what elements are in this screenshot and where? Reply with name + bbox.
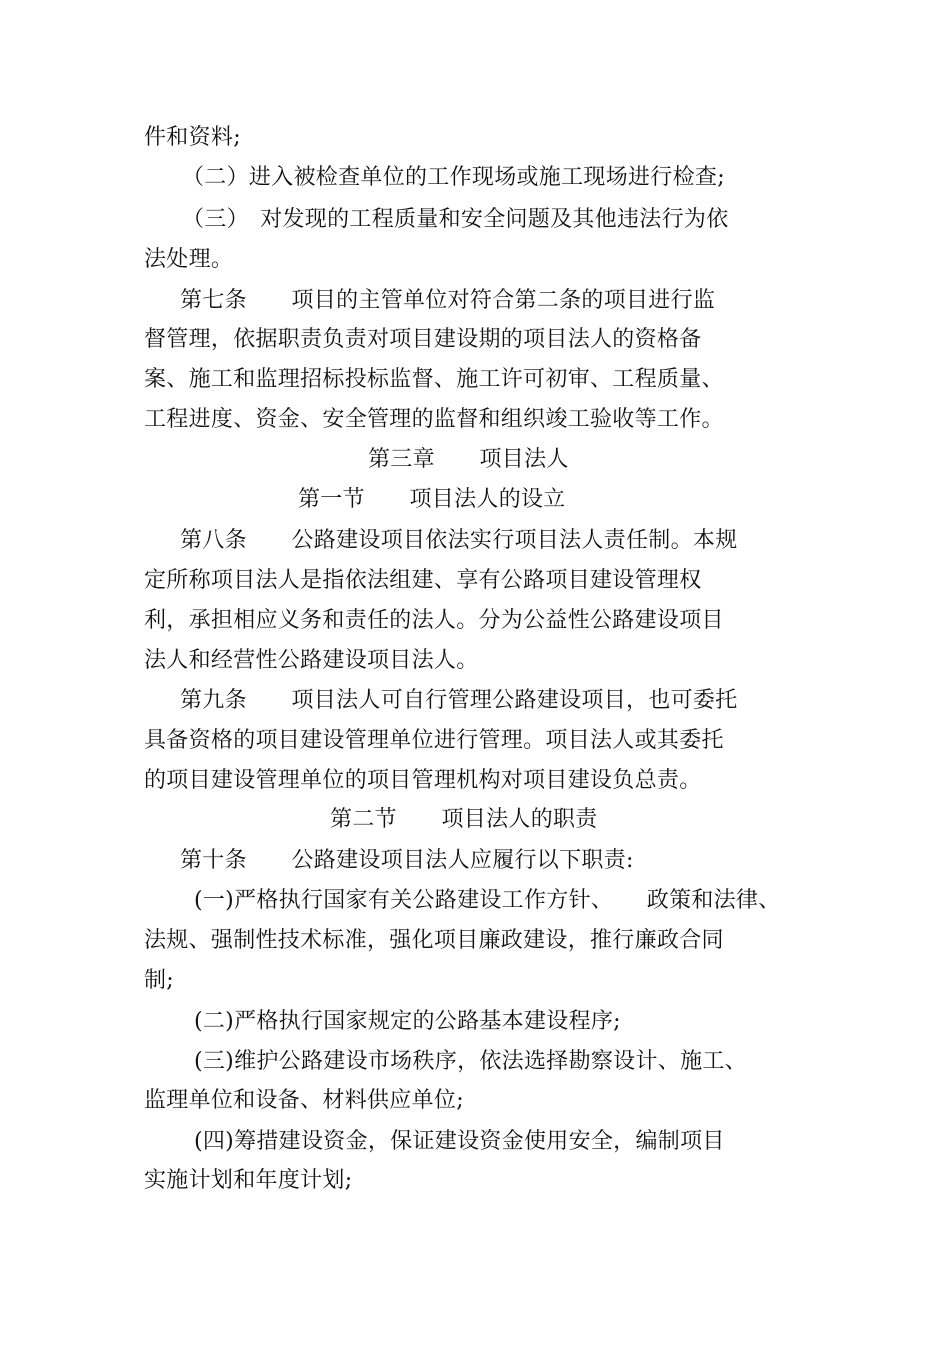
list-item-3: （三） 对发现的工程质量和安全问题及其他违法行为依: [182, 207, 729, 232]
text-line: 件和资料;: [144, 125, 241, 150]
list-item-3: (三)维护公路建设市场秩序，依法选择勘察设计、施工、: [194, 1049, 747, 1074]
article-10: 第十条 公路建设项目法人应履行以下职责:: [180, 848, 634, 873]
article-7: 第七条 项目的主管单位对符合第二条的项目进行监: [180, 288, 716, 313]
text-line: 督管理，依据职责负责对项目建设期的项目法人的资格备: [144, 327, 702, 352]
text-line: 工程进度、资金、安全管理的监督和组织竣工验收等工作。: [144, 407, 724, 432]
text-line: 案、施工和监理招标投标监督、施工许可初审、工程质量、: [144, 367, 724, 392]
text-line: 具备资格的项目建设管理单位进行管理。项目法人或其委托: [144, 728, 724, 753]
section-heading: 第二节 项目法人的职责: [330, 807, 598, 832]
text-line: 利，承担相应义务和责任的法人。分为公益性公路建设项目: [144, 608, 724, 633]
text-line: 法规、强制性技术标准，强化项目廉政建设，推行廉政合同: [144, 928, 724, 953]
text-line: 法处理。: [144, 247, 234, 272]
list-item-2: (二)严格执行国家规定的公路基本建设程序;: [194, 1009, 621, 1034]
chapter-heading: 第三章 项目法人: [368, 447, 569, 472]
text-line: 的项目建设管理单位的项目管理机构对项目建设负总责。: [144, 768, 702, 793]
list-item-2: （二）进入被检查单位的工作现场或施工现场进行检查;: [182, 165, 725, 190]
text-line: 制;: [144, 968, 175, 993]
section-heading: 第一节 项目法人的设立: [298, 487, 566, 512]
list-item-1: (一)严格执行国家有关公路建设工作方针、 政策和法律、: [194, 888, 781, 913]
text-line: 实施计划和年度计划;: [144, 1168, 353, 1193]
article-8: 第八条 公路建设项目依法实行项目法人责任制。本规: [180, 528, 738, 553]
list-item-4: (四)筹措建设资金，保证建设资金使用安全，编制项目: [194, 1129, 725, 1154]
text-line: 定所称项目法人是指依法组建、享有公路项目建设管理权: [144, 568, 702, 593]
text-line: 监理单位和设备、材料供应单位;: [144, 1088, 464, 1113]
article-9: 第九条 项目法人可自行管理公路建设项目，也可委托: [180, 688, 738, 713]
text-line: 法人和经营性公路建设项目法人。: [144, 648, 479, 673]
